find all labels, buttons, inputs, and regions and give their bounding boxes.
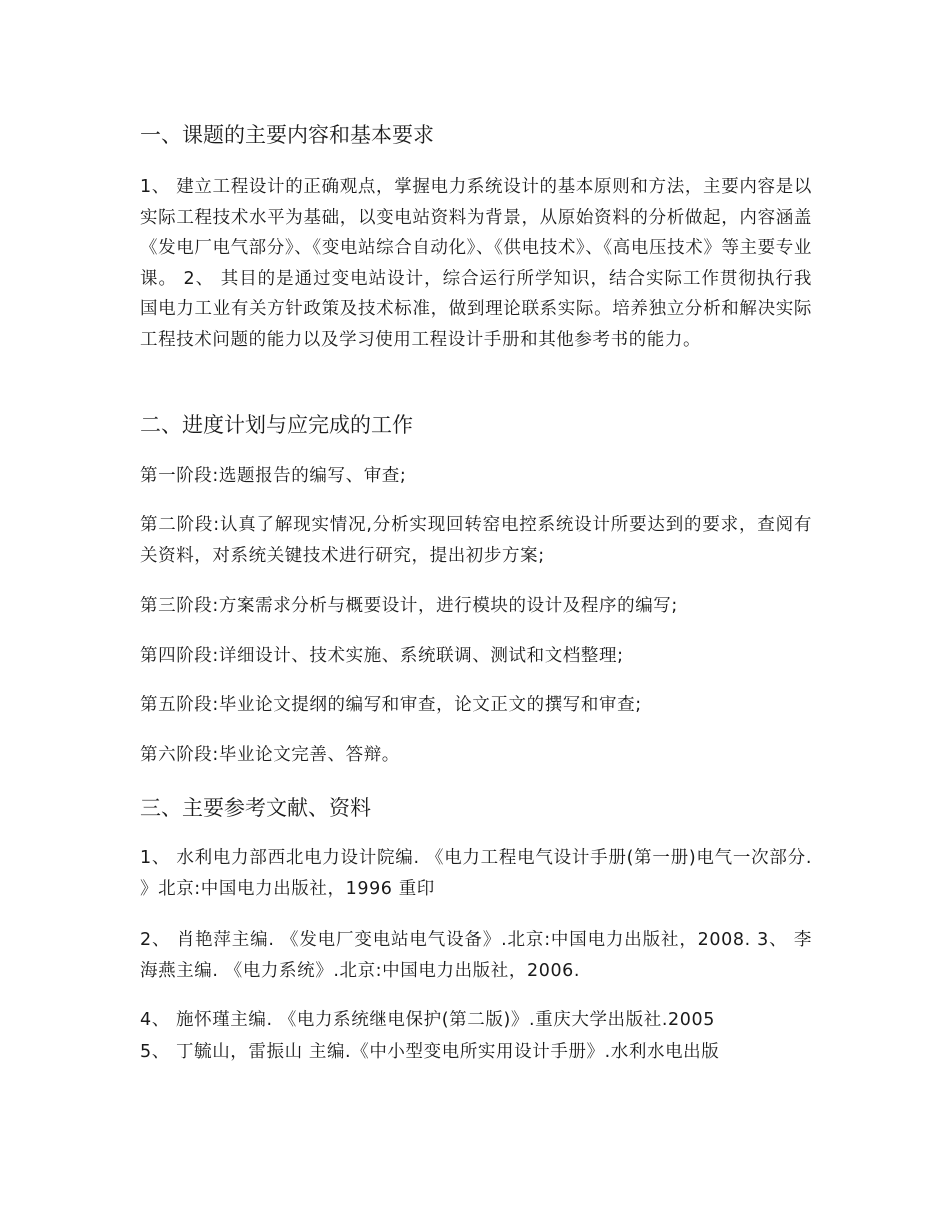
stage-item-3: 第三阶段:方案需求分析与概要设计，进行模块的设计及程序的编写; — [140, 596, 678, 616]
stage-item-2: 第二阶段:认真了解现实情况,分析实现回转窑电控系统设计所要达到的要求，查阅有关资料，对系统关键技术进行研究，提出初步方案; — [140, 515, 812, 566]
reference-item-1: 1、 水利电力部西北电力设计院编. 《电力工程电气设计手册(第一册)电气一次部分. 》北京:中国电力出版社，1996 重印 — [140, 848, 819, 899]
section-heading-references: 三、主要参考文献、资料 — [140, 796, 371, 820]
stage-item-4: 第四阶段:详细设计、技术实施、系统联调、测试和文档整理; — [140, 646, 624, 666]
reference-item-5: 5、 丁毓山，雷振山 主编.《中小型变电所实用设计手册》.水利水电出版 — [140, 1042, 720, 1062]
reference-item-4: 4、 施怀瑾主编. 《电力系统继电保护(第二版)》.重庆大学出版社.2005 — [140, 1010, 715, 1030]
stage-item-1: 第一阶段:选题报告的编写、审查; — [140, 466, 407, 486]
section-heading-main-content: 一、课题的主要内容和基本要求 — [140, 123, 434, 147]
section-heading-schedule: 二、进度计划与应完成的工作 — [140, 413, 413, 437]
main-content-paragraph: 1、 建立工程设计的正确观点，掌握电力系统设计的基本原则和方法，主要内容是以实际工程技术水平为基础，以变电站资料为背景，从原始资料的分析做起，内容涵盖《发电厂电气部分》、《变电站综合自动化》、《供电技术》、《高电压技术》等主要专业课。 2、 其目的是通过变电站设计，综合运行所学知识，结合实际工作贯彻执行我国电力工业有关方针政策及技术标准，做到理论联系实际。培养独立分析和解决实际工程技术问题的能力以及学习使用工程设计手册和其他参考书的能力。 — [140, 177, 812, 350]
stage-item-6: 第六阶段:毕业论文完善、答辩。 — [140, 745, 400, 765]
stage-item-5: 第五阶段:毕业论文提纲的编写和审查，论文正文的撰写和审查; — [140, 695, 642, 715]
reference-item-2: 2、 肖艳萍主编. 《发电厂变电站电气设备》.北京:中国电力出版社，2008. 3、 李海燕主编. 《电力系统》.北京:中国电力出版社，2006. — [140, 930, 812, 981]
